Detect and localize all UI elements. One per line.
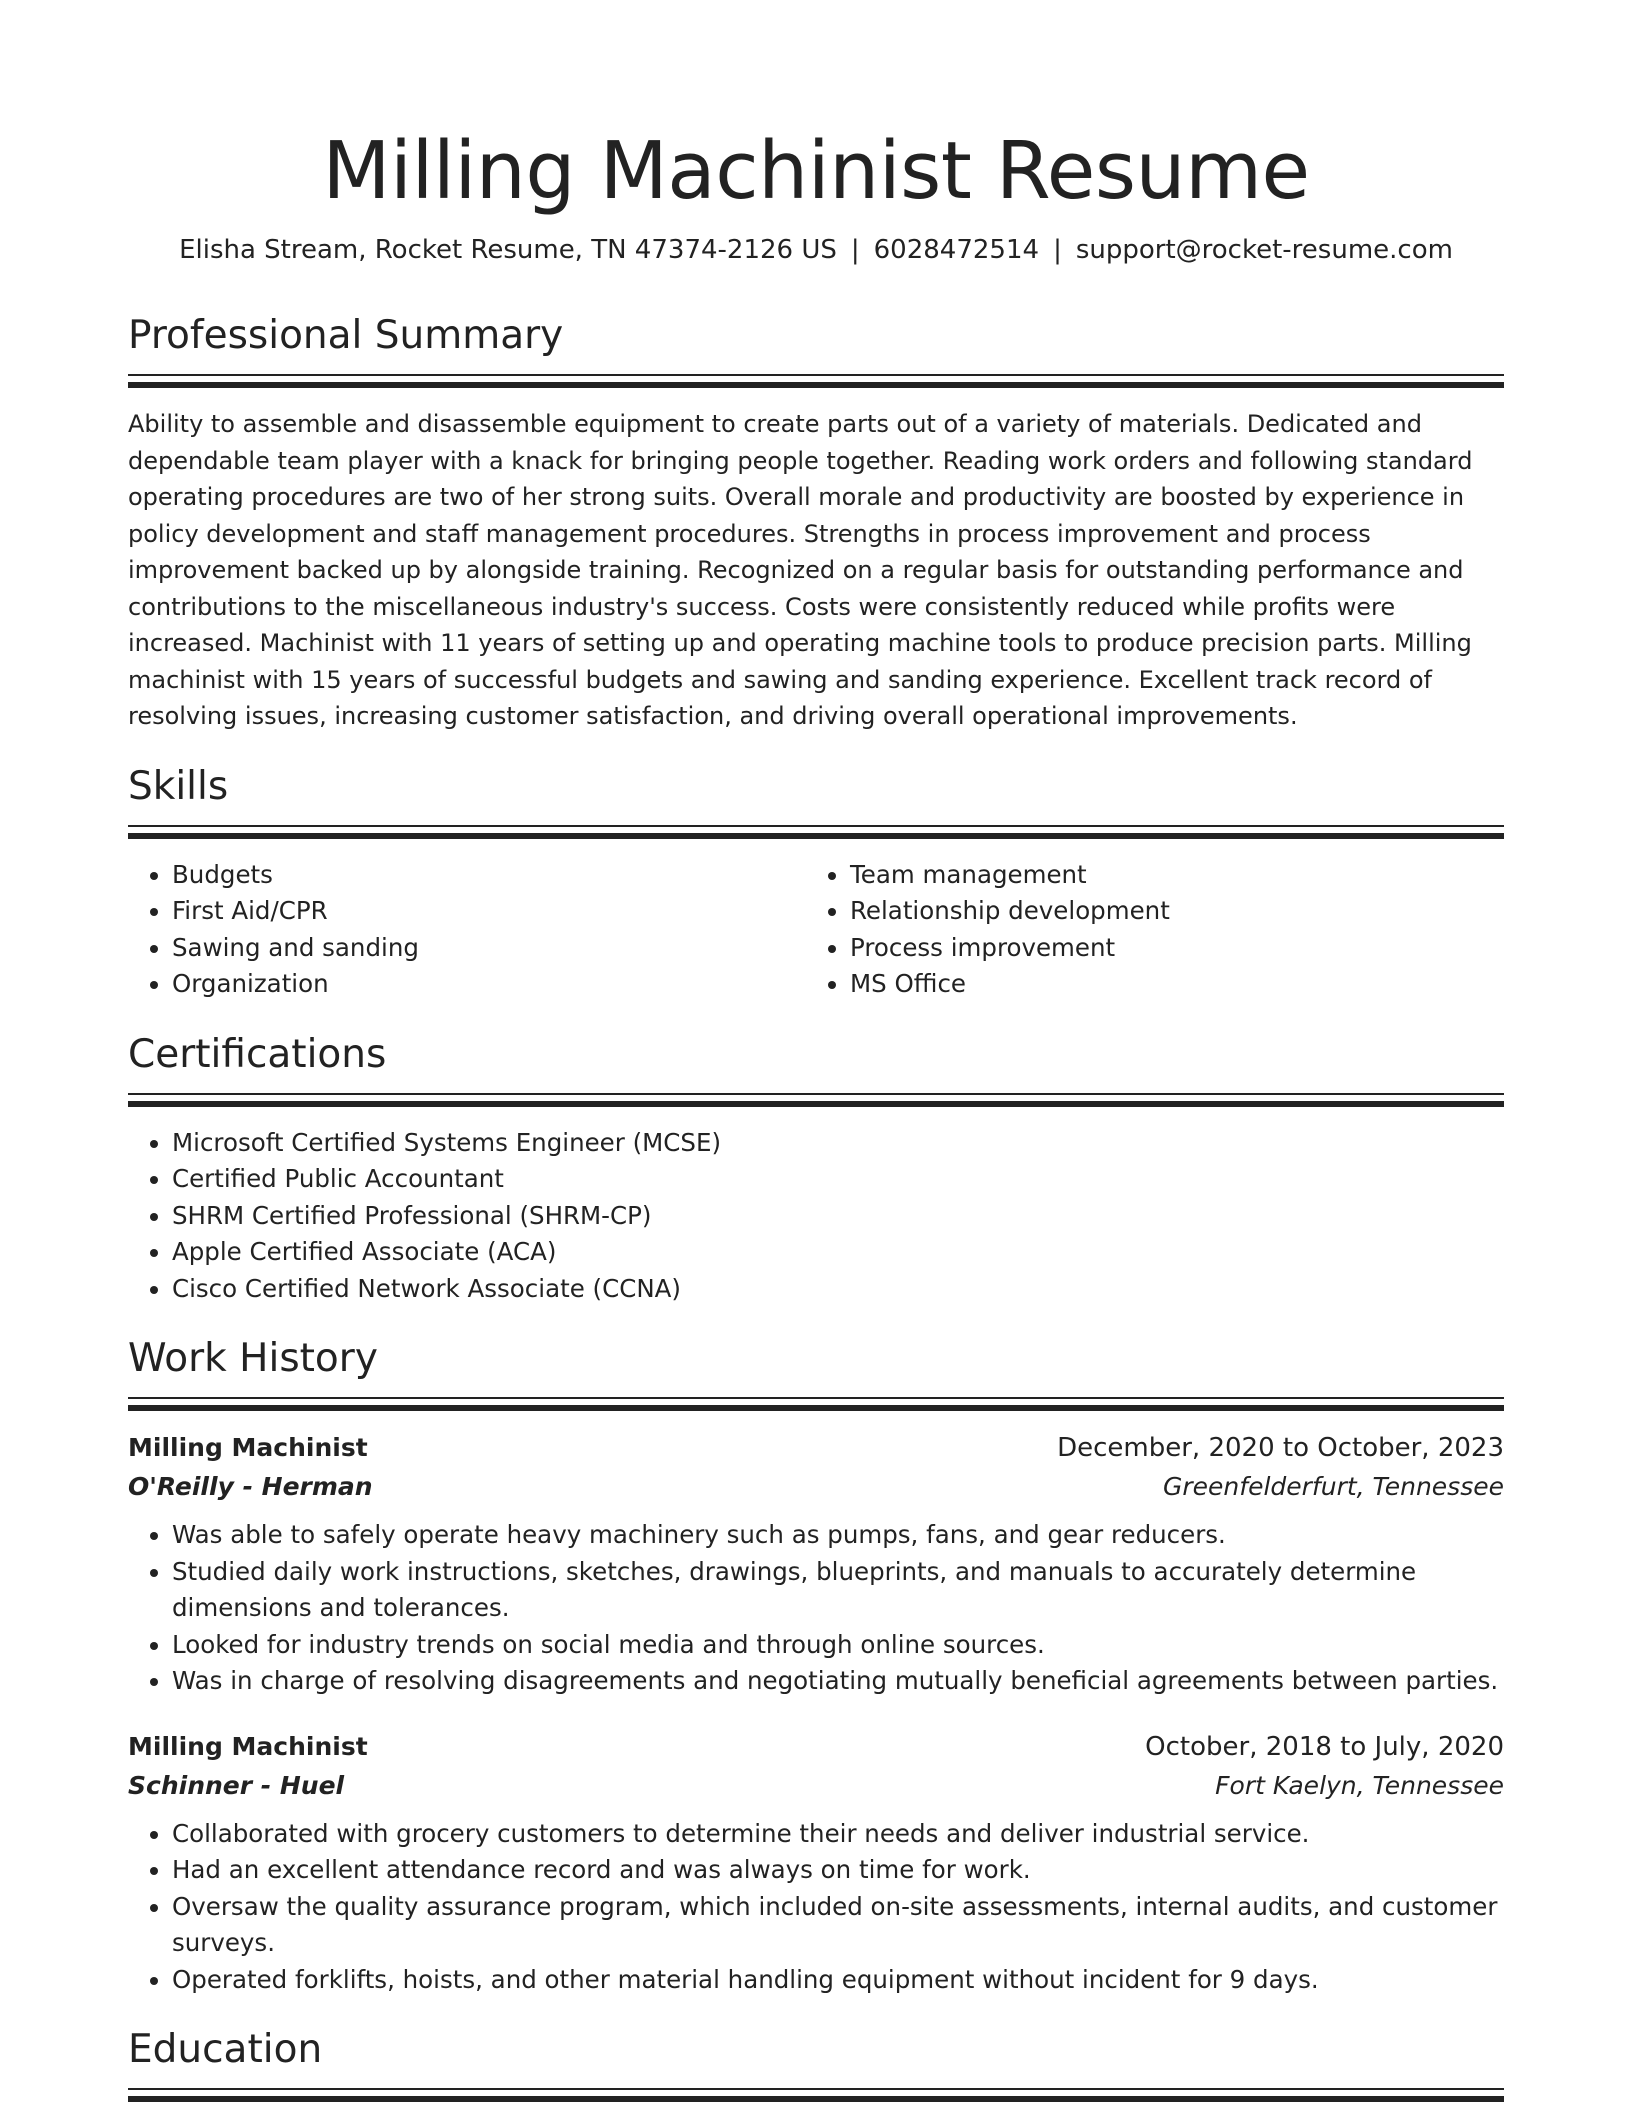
contact-separator: | — [1053, 235, 1062, 265]
job-bullet: • Was able to safely operate heavy machinery such as pumps, fans, and gear reducers. — [172, 1517, 1504, 1554]
job-company: O'Reilly - Herman — [128, 1472, 373, 1501]
contact-separator: | — [850, 235, 860, 265]
summary-text: Ability to assemble and disassemble equipment to create parts out of a variety of materials. Dedicated and dependable team player with a knack for bringing people together. Reading work orders and following standard operating procedures are two of her strong suits. Overall morale and productivity are boosted by experience in policy development and staff management procedures. Strengths in process improvement and process improvement backed up by alongside training. Recognized on a regular basis for outstanding performance and contributions to the miscellaneous industry's success. Costs were consistently reduced while profits were increased. Machinist with 11 years of setting up and operating machine tools to produce precision parts. Milling machinist with 15 years of successful budgets and sawing and sanding experience. Excellent track record of resolving issues, increasing customer satisfaction, and driving overall operational improvements. — [128, 410, 1473, 730]
section-divider — [128, 2088, 1504, 2102]
certifications-section — [128, 1031, 1504, 1308]
certification-item: • SHRM Certified Professional (SHRM-CP) — [172, 1198, 1504, 1235]
resume-title: Milling Machinist Resume — [322, 125, 1310, 217]
skills-grid — [128, 857, 1504, 1003]
job-bullet: • Collaborated with grocery customers to determine their needs and deliver industrial service. — [172, 1816, 1504, 1853]
skill-item: • Relationship development — [850, 893, 1484, 930]
job-bullet: • Had an excellent attendance record and was always on time for work. — [172, 1852, 1504, 1889]
certification-item: • Cisco Certified Network Associate (CCNA) — [172, 1271, 1504, 1308]
skill-item: • Budgets — [172, 857, 806, 894]
certifications-heading: Certifications — [128, 1031, 387, 1077]
job-bullet: • Oversaw the quality assurance program, which included on-site assessments, internal audits, and customer surveys. — [172, 1889, 1504, 1962]
job-bullets — [128, 1517, 1504, 1700]
education-section — [128, 2026, 1504, 2102]
job-title: Milling Machinist — [128, 1433, 368, 1462]
skill-item: • Process improvement — [850, 930, 1484, 967]
skills-heading: Skills — [128, 763, 229, 809]
job-bullet: • Was in charge of resolving disagreements and negotiating mutually beneficial agreements between parties. — [172, 1663, 1504, 1700]
work-history-section — [128, 1335, 1504, 1998]
contact-address: Elisha Stream, Rocket Resume, TN 47374-2126 US — [179, 235, 837, 265]
contact-email[interactable]: support@rocket-resume.com — [1075, 235, 1453, 265]
education-heading: Education — [128, 2027, 323, 2072]
certification-item: • Certified Public Accountant — [172, 1161, 1504, 1198]
certification-item: • Microsoft Certified Systems Engineer (MCSE) — [172, 1125, 1504, 1162]
job-company-row — [128, 1766, 1504, 1806]
job-entry — [128, 1429, 1504, 1700]
job-header-row — [128, 1429, 1504, 1467]
skills-section — [128, 763, 1504, 1003]
summary-heading: Professional Summary — [128, 313, 564, 358]
job-company: Schinner - Huel — [128, 1770, 345, 1800]
certification-item: • Apple Certified Associate (ACA) — [172, 1234, 1504, 1271]
skill-item: • Organization — [172, 966, 806, 1003]
section-divider — [128, 825, 1504, 839]
skills-list-right — [806, 857, 1484, 1003]
work-history-heading: Work History — [128, 1336, 378, 1381]
contact-phone: 6028472514 — [873, 235, 1040, 265]
skills-list-left — [128, 857, 806, 1003]
job-bullet: • Looked for industry trends on social media and through online sources. — [172, 1627, 1504, 1664]
job-bullets — [128, 1816, 1504, 1999]
job-bullet: • Studied daily work instructions, sketches, drawings, blueprints, and manuals to accurately determine dimensions and tolerances. — [172, 1554, 1504, 1627]
job-dates: December, 2020 to October, 2023 — [1057, 1433, 1504, 1463]
job-header-row — [128, 1728, 1504, 1766]
skill-item: • Team management — [850, 857, 1484, 894]
job-bullet: • Operated forklifts, hoists, and other material handling equipment without incident for 9 days. — [172, 1962, 1504, 1999]
skill-item: • First Aid/CPR — [172, 893, 806, 930]
skill-item: • Sawing and sanding — [172, 930, 806, 967]
job-company-row — [128, 1467, 1504, 1507]
job-dates: October, 2018 to July, 2020 — [1145, 1731, 1504, 1762]
job-location: Fort Kaelyn, Tennessee — [1215, 1770, 1504, 1800]
section-divider — [128, 1093, 1504, 1107]
job-entry — [128, 1728, 1504, 1999]
section-divider — [128, 374, 1504, 388]
job-title: Milling Machinist — [128, 1731, 368, 1761]
certifications-list — [128, 1125, 1504, 1308]
skill-item: • MS Office — [850, 966, 1484, 1003]
resume-page — [128, 0, 1504, 2120]
summary-section — [128, 312, 1504, 735]
job-location: Greenfelderfurt, Tennessee — [1163, 1472, 1504, 1501]
contact-line — [128, 232, 1504, 268]
section-divider — [128, 1397, 1504, 1411]
